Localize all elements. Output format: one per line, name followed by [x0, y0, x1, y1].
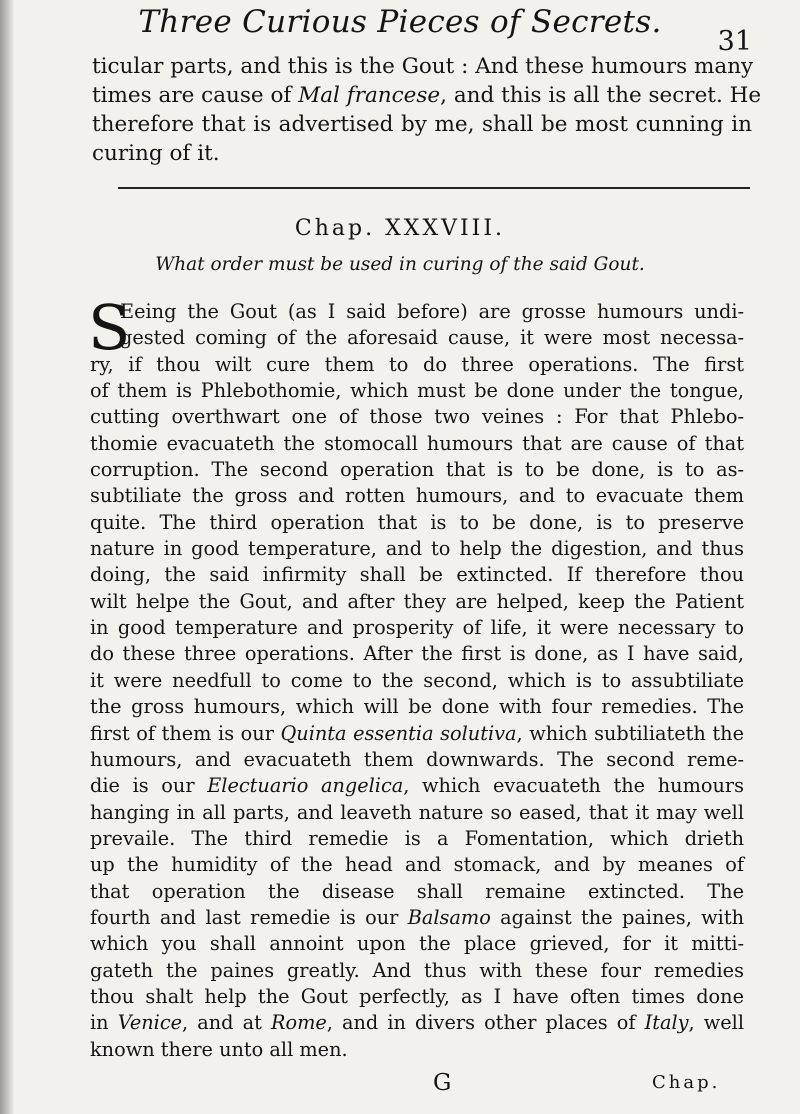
text-line: gested coming of the aforesaid cause, it were most necessa-: [120, 326, 744, 350]
text-line: which you shall annoint upon the place grieved, for it mitti-: [90, 932, 744, 956]
catchword: Chap.: [652, 1072, 721, 1093]
text-line: thou shalt help the Gout perfectly, as I have often times done: [90, 984, 744, 1008]
text-line: ticular parts, and this is the Gout : And these humours many: [92, 54, 754, 79]
text-line: curing of it.: [92, 141, 220, 166]
text-line: therefore that is advertised by me, shall be most cunning in: [92, 112, 752, 137]
chapter-heading: Chap. XXXVIII.: [294, 216, 506, 241]
section-divider: [118, 187, 750, 189]
text-line: do these three operations. After the first is done, as I have said,: [90, 642, 744, 666]
text-line: corruption. The second operation that is to be done, is to as-: [90, 458, 744, 482]
text-line: up the humidity of the head and stomack, and by meanes of: [90, 853, 744, 877]
text-line: of them is Phlebothomie, which must be done under the tongue,: [90, 379, 744, 403]
text-line: that operation the disease shall remaine extincted. The: [90, 879, 744, 903]
text-line: quite. The third operation that is to be done, is to preserve: [90, 510, 744, 534]
page-number: 31: [717, 26, 752, 57]
text-line: wilt helpe the Gout, and after they are helped, keep the Patient: [90, 589, 744, 613]
text-line: in Venice, and at Rome, and in divers other places of Italy, well: [90, 1011, 745, 1035]
running-head: Three Curious Pieces of Secrets.: [138, 4, 662, 40]
text-line: the gross humours, which will be done with four remedies. The: [90, 695, 744, 719]
text-line: prevaile. The third remedie is a Fomentation, which drieth: [90, 826, 744, 850]
text-line: thomie evacuateth the stomocall humours that are cause of that: [90, 431, 744, 455]
text-line: fourth and last remedie is our Balsamo against the paines, with: [90, 905, 744, 929]
text-line: humours, and evacuateth them downwards. The second reme-: [90, 747, 744, 771]
text-line: times are cause of Mal francese, and this is all the secret. He: [92, 83, 762, 108]
text-line: ry, if thou wilt cure them to do three operations. The first: [90, 352, 744, 376]
text-line: first of them is our Quinta essentia solutiva, which subtiliateth the: [90, 721, 744, 745]
signature-mark: G: [433, 1070, 452, 1096]
text-line: Eeing the Gout (as I said before) are grosse humours undi-: [120, 300, 744, 323]
text-line: gateth the paines greatly. And thus with these four remedies: [90, 958, 744, 982]
chapter-subtitle: What order must be used in curing of the said Gout.: [155, 254, 645, 275]
text-line: nature in good temperature, and to help the digestion, and thus: [90, 537, 744, 561]
text-line: cutting overthwart one of those two veines : For that Phlebo-: [90, 405, 744, 429]
text-line: hanging in all parts, and leaveth nature so eased, that it may well: [90, 800, 744, 824]
text-line: die is our Electuario angelica, which evacuateth the humours: [90, 774, 744, 798]
text-line: in good temperature and prosperity of life, it were necessary to: [90, 616, 744, 640]
text-line: subtiliate the gross and rotten humours, and to evacuate them: [90, 484, 744, 508]
text-line: it were needfull to come to the second, which is to assubtiliate: [90, 668, 744, 692]
drop-cap: S: [88, 291, 131, 364]
chapter-body: [88, 291, 745, 1063]
continued-paragraph: [92, 52, 762, 168]
text-line: doing, the said infirmity shall be extincted. If therefore thou: [90, 563, 744, 587]
page-gutter-shadow: [0, 0, 14, 1114]
text-line: known there unto all men.: [90, 1037, 348, 1061]
